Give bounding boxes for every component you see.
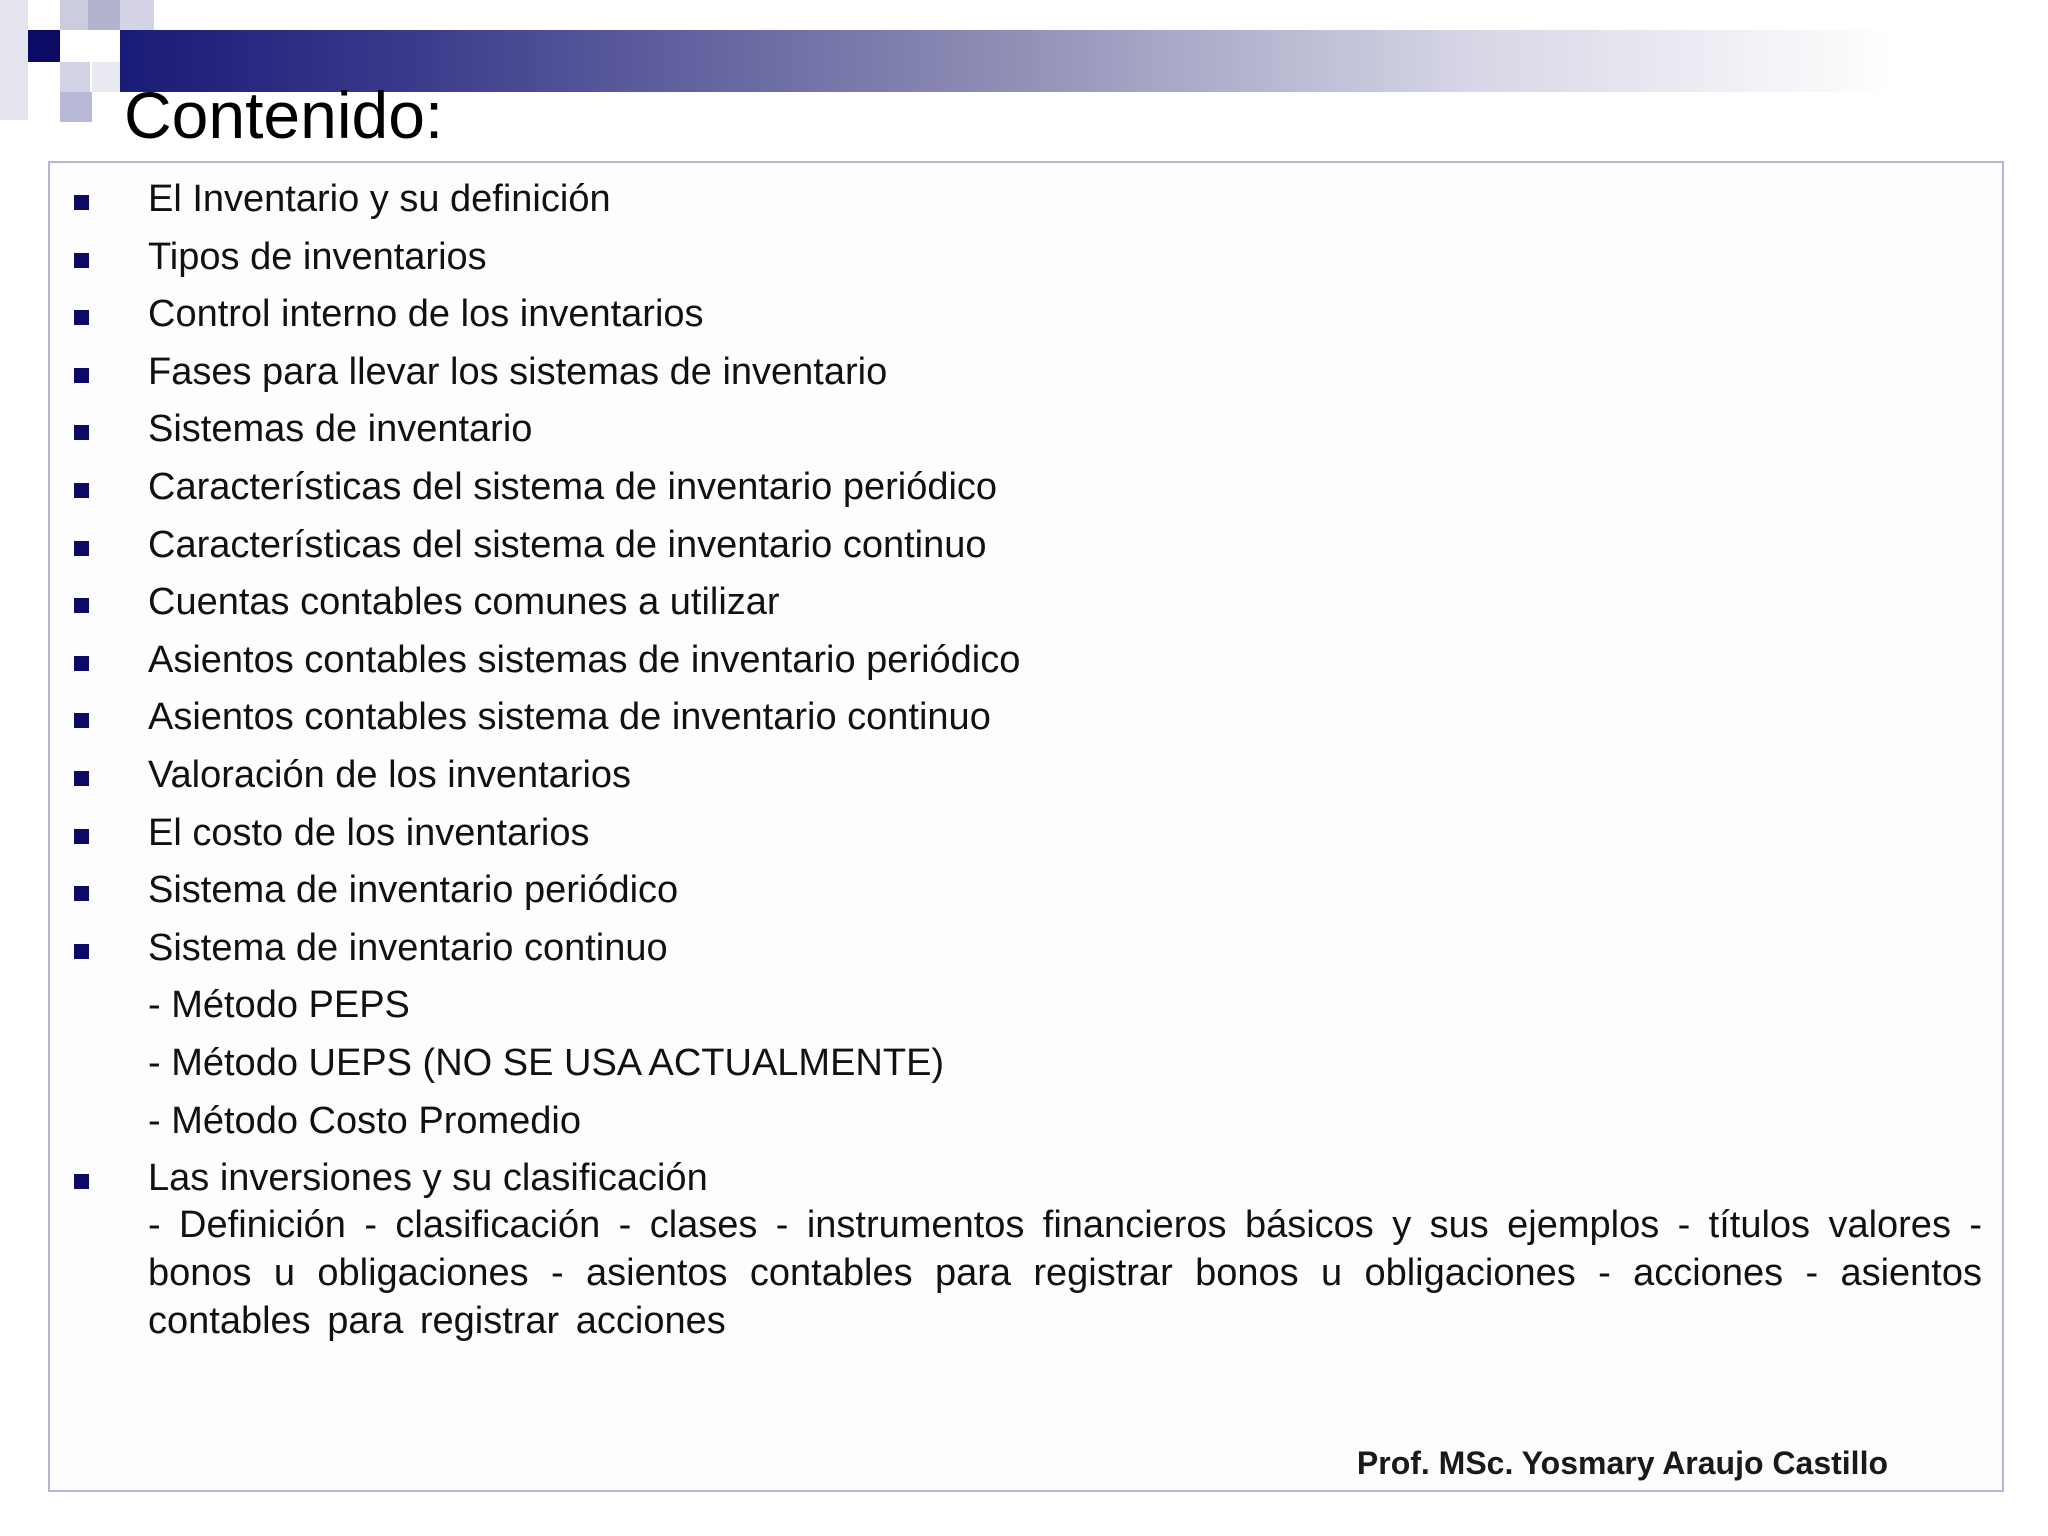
list-item [50, 805, 2002, 863]
list-item-text: - Método Costo Promedio [148, 1099, 581, 1142]
list-item [50, 517, 2002, 575]
list-item-text: El Inventario y su definición [148, 178, 611, 220]
decor-square [60, 0, 88, 30]
square-bullet-icon [74, 1174, 89, 1189]
decor-square [88, 0, 120, 30]
list-item [50, 171, 2002, 229]
list-item [50, 1035, 2002, 1093]
square-bullet-icon [74, 598, 89, 613]
square-bullet-icon [74, 829, 89, 844]
list-item [50, 574, 2002, 632]
list-item-text: Valoración de los inventarios [148, 753, 632, 796]
slide-title: Contenido: [124, 78, 444, 152]
list-item-text: Características del sistema de inventario periódico [148, 465, 998, 508]
content-list [50, 171, 2002, 1208]
list-item [50, 459, 2002, 517]
square-bullet-icon [74, 541, 89, 556]
list-item [50, 401, 2002, 459]
decor-square [60, 92, 92, 122]
list-item [50, 286, 2002, 344]
list-item-text: Sistema de inventario continuo [148, 926, 668, 969]
square-bullet-icon [74, 944, 89, 959]
square-bullet-icon [74, 310, 89, 325]
square-bullet-icon [74, 253, 89, 268]
author-credit: Prof. MSc. Yosmary Araujo Castillo [1356, 1445, 1888, 1481]
list-item [50, 229, 2002, 287]
list-item [50, 977, 2002, 1035]
square-bullet-icon [74, 483, 89, 498]
list-item [50, 1093, 2002, 1151]
decor-square [120, 0, 154, 30]
list-item [50, 344, 2002, 402]
decor-square [92, 62, 120, 92]
list-item-text: Tipos de inventarios [148, 235, 487, 278]
square-bullet-icon [74, 713, 89, 728]
list-item [50, 632, 2002, 690]
list-item-text: Características del sistema de inventario continuo [148, 523, 987, 566]
square-bullet-icon [74, 886, 89, 901]
list-item-text: Fases para llevar los sistemas de inventario [148, 350, 888, 393]
square-bullet-icon [74, 771, 89, 786]
list-item [50, 920, 2002, 978]
square-bullet-icon [74, 425, 89, 440]
list-item [50, 747, 2002, 805]
content-box [48, 161, 2004, 1492]
decor-square [60, 62, 90, 92]
list-item-text: Cuentas contables comunes a utilizar [148, 581, 780, 624]
list-item-text: - Método PEPS [148, 984, 410, 1027]
list-item-text: Sistema de inventario periódico [148, 869, 679, 912]
list-item [50, 689, 2002, 747]
square-bullet-icon [74, 656, 89, 671]
list-item-text: Control interno de los inventarios [148, 293, 704, 336]
list-item-text: Asientos contables sistema de inventario continuo [148, 696, 991, 739]
investments-detail-paragraph: - Definición - clasificación - clases - instrumentos financieros básicos y sus ejemplos - títulos valores - bonos u obligaciones - asientos contables para registrar bonos u obligaciones - acciones - asientos contables para registrar acciones [148, 1204, 1982, 1342]
list-item-text: Sistemas de inventario [148, 408, 533, 451]
list-item-text: Las inversiones y su clasificación [148, 1157, 708, 1200]
list-item-text: - Método UEPS (NO SE USA ACTUALMENTE) [148, 1041, 945, 1084]
square-bullet-icon [74, 195, 89, 210]
list-item-text: Asientos contables sistemas de inventario periódico [148, 638, 1021, 681]
list-item-text: El costo de los inventarios [148, 811, 590, 854]
list-item [50, 1150, 2002, 1208]
decor-square [28, 30, 60, 62]
decor-square [0, 0, 28, 120]
list-item [50, 862, 2002, 920]
square-bullet-icon [74, 368, 89, 383]
